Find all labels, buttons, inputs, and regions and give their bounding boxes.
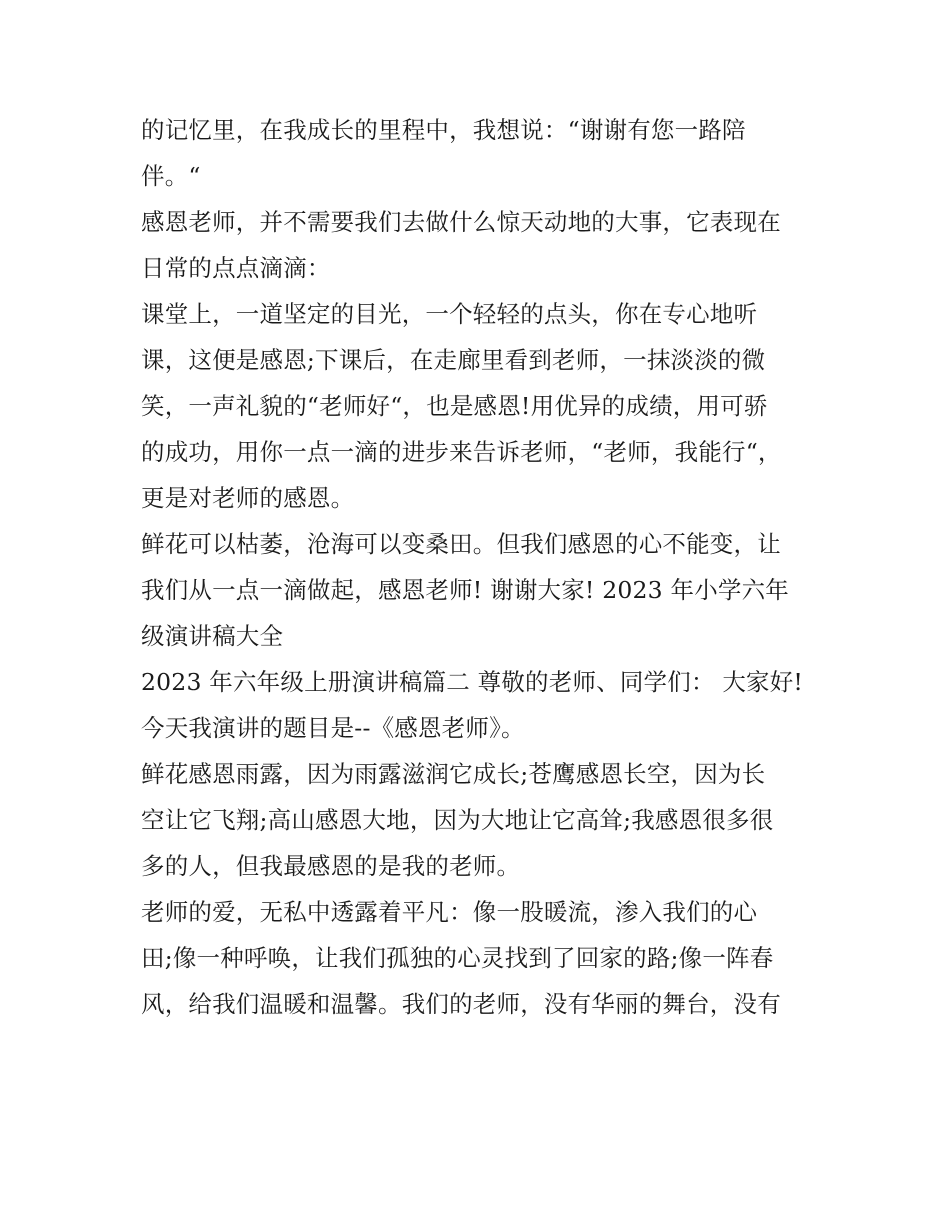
text-line: 老师的爱，无私中透露着平凡：像一股暖流，渗入我们的心 [141, 898, 758, 926]
text-line: 课堂上，一道坚定的目光，一个轻轻的点头，你在专心地听 [141, 300, 758, 328]
text-line: 的成功，用你一点一滴的进步来告诉老师，“老师，我能行“， [141, 438, 782, 466]
text-line: 课，这便是感恩;下课后，在走廊里看到老师，一抹淡淡的微 [141, 346, 766, 374]
text-line: 的记忆里，在我成长的里程中，我想说：“谢谢有您一路陪 [141, 116, 746, 144]
text-line: 风，给我们温暖和温馨。我们的老师，没有华丽的舞台，没有 [141, 990, 781, 1018]
text-line: 级演讲稿大全 [141, 622, 284, 650]
text-line: 2023 年六年级上册演讲稿篇二 尊敬的老师、同学们： 大家好! [141, 668, 804, 696]
text-line: 今天我演讲的题目是--《感恩老师》。 [141, 714, 525, 742]
text-line: 田;像一种呼唤，让我们孤独的心灵找到了回家的路;像一阵春 [141, 944, 774, 972]
text-line: 更是对老师的感恩。 [141, 484, 355, 512]
text-line: 鲜花可以枯萎，沧海可以变桑田。但我们感恩的心不能变，让 [141, 530, 781, 558]
text-line: 多的人，但我最感恩的是我的老师。 [141, 852, 521, 880]
text-line: 感恩老师，并不需要我们去做什么惊天动地的大事，它表现在 [141, 208, 781, 236]
text-line: 我们从一点一滴做起，感恩老师! 谢谢大家! 2023 年小学六年 [141, 576, 790, 604]
text-line: 笑，一声礼貌的“老师好“，也是感恩!用优异的成绩，用可骄 [141, 392, 768, 420]
text-line: 伴。“ [141, 162, 201, 190]
text-line: 空让它飞翔;高山感恩大地，因为大地让它高耸;我感恩很多很 [141, 806, 774, 834]
document-body [141, 107, 821, 1027]
text-line: 鲜花感恩雨露，因为雨露滋润它成长;苍鹰感恩长空，因为长 [141, 760, 766, 788]
text-line: 日常的点点滴滴： [141, 254, 331, 282]
